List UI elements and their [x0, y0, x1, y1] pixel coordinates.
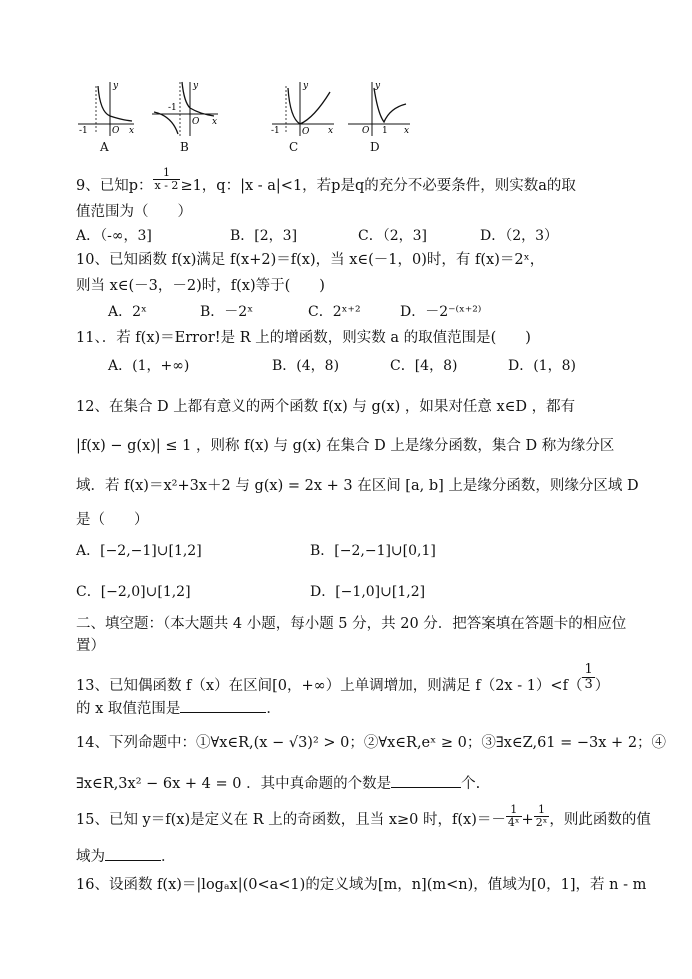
q13-line1: [76, 661, 610, 696]
q15-line1: [76, 802, 651, 830]
graph-label-d: D: [370, 140, 380, 154]
q9-option-c: C．（2，3]: [358, 228, 427, 244]
q15-line2: [76, 846, 176, 867]
q15-text-a: 15、已知 y＝f(x)是定义在 R 上的奇函数，且当 x≥0 时，f(x)＝－: [76, 812, 506, 828]
q10-line2: 则当 x∈(－3，－2)时，f(x)等于( ): [76, 278, 325, 294]
q14-text-a: ∃x∈R,3x² − 6x + 4 = 0 ．其中真命题的个数是: [76, 776, 392, 792]
q13-frac-num: 1: [584, 661, 593, 677]
q12-line1: 12、在集合 D 上都有意义的两个函数 f(x) 与 g(x) ，如果对任意 x∈D ，都有: [76, 399, 576, 415]
graph-c-x: x: [328, 126, 334, 136]
q10-option-c: C．2ˣ⁺²: [308, 304, 361, 320]
q12-option-d: D．[−1,0]∪[1,2]: [310, 584, 426, 600]
q14-line1: 14、下列命题中：①∀x∈R,(x − √3)² > 0；②∀x∈R,eˣ ≥ 0；③∃x∈Z,61 = −3x + 2；④: [76, 735, 667, 751]
graph-a: [76, 78, 136, 138]
q12-option-a: A．[−2,−1]∪[1,2]: [76, 543, 202, 559]
q16-line1: 16、设函数 f(x)＝|logₐx|(0<a<1)的定义域为[m，n](m<n)，值域为[0，1]，若 n - m: [76, 877, 647, 893]
q14-answer-blank[interactable]: [391, 773, 461, 788]
q13-text-c: 的 x 取值范围是: [76, 701, 181, 717]
q9-option-b: B．[2，3]: [230, 228, 298, 244]
q10-option-a: A．2ˣ: [108, 304, 147, 320]
graph-label-a: A: [100, 140, 109, 154]
q15-fraction-1: [506, 804, 522, 829]
q13-text-d: ．: [266, 701, 281, 717]
graph-b-y: y: [193, 81, 199, 91]
q9-text-b: ≥1，q：|x - a|<1，若p是q的充分不必要条件，则实数a的取: [180, 178, 576, 194]
graph-d-tick: 1: [382, 126, 388, 136]
q15-text-c: 域为: [76, 849, 105, 865]
q9-option-d: D．（2，3）: [480, 228, 559, 244]
q9-line1: [76, 165, 576, 196]
graph-c-y: y: [303, 81, 309, 91]
q13-line2: [76, 698, 281, 719]
graph-a-x: x: [129, 126, 135, 136]
graph-c-tick: -1: [271, 126, 280, 136]
section2-title-cont: 置）: [76, 638, 105, 654]
graph-c-origin: O: [302, 127, 310, 137]
graph-d-y: y: [375, 81, 381, 91]
q9-frac-num: 1: [153, 167, 181, 180]
q15-text-d: ．: [161, 849, 176, 865]
graph-label-b: B: [180, 140, 189, 154]
q10-line1: 10、已知函数 f(x)满足 f(x+2)＝f(x)，当 x∈(－1，0)时，有 f(x)＝2ˣ，: [76, 252, 545, 268]
q10-option-d: D．－2⁻⁽ˣ⁺²⁾: [400, 304, 482, 320]
q12-line4: 是（ ）: [76, 512, 149, 528]
graph-d-origin: O: [362, 126, 370, 136]
q13-text-b: ）: [594, 678, 610, 694]
q11-option-c: C．[4，8): [390, 358, 458, 374]
q15-plus: +: [521, 812, 534, 828]
graph-d-x: x: [404, 126, 410, 136]
q12-option-c: C．[−2,0]∪[1,2]: [76, 584, 191, 600]
graph-d: [346, 78, 412, 138]
q11-line1: 11、．若 f(x)＝Error!是 R 上的增函数，则实数 a 的取值范围是( ): [76, 330, 531, 346]
q15-f1-den: 4ˣ: [507, 815, 520, 829]
q9-text-a: 9、已知p：: [76, 178, 153, 194]
q15-f2-den: 2ˣ: [535, 815, 548, 829]
graph-b-x: x: [212, 117, 218, 127]
q13-answer-blank[interactable]: [180, 698, 266, 713]
q12-line2: |f(x) − g(x)| ≤ 1 ，则称 f(x) 与 g(x) 在集合 D 上是缘分函数，集合 D 称为缘分区: [76, 438, 615, 454]
q14-text-b: 个.: [461, 776, 481, 792]
q14-line2: [76, 773, 480, 794]
q15-text-b: ，则此函数的值: [549, 812, 651, 828]
q12-option-b: B．[−2,−1]∪[0,1]: [310, 543, 436, 559]
q9-line2: 值范围为（ ）: [76, 204, 192, 220]
q15-f2-num: 1: [534, 804, 550, 817]
section2-title: 二、填空题：（本大题共 4 小题，每小题 5 分，共 20 分．把答案填在答题卡的相应位: [76, 616, 627, 632]
q13-frac-den: 3: [584, 676, 593, 692]
q15-answer-blank[interactable]: [105, 846, 161, 861]
q13-fraction: [582, 663, 594, 692]
q9-frac-den: x - 2: [154, 178, 179, 192]
graph-b: [150, 78, 220, 138]
q11-option-a: A．(1，+∞): [108, 358, 190, 374]
graph-a-tick: -1: [79, 126, 88, 136]
q10-option-b: B．－2ˣ: [200, 304, 254, 320]
q11-option-b: B．(4，8): [272, 358, 340, 374]
graph-label-c: C: [289, 140, 299, 154]
graph-a-y: y: [113, 81, 119, 91]
q9-fraction: [153, 167, 181, 192]
q15-f1-num: 1: [506, 804, 522, 817]
q12-line3: 域．若 f(x)＝x²+3x＋2 与 g(x) = 2x + 3 在区间 [a, b] 上是缘分函数，则缘分区域 D: [76, 478, 639, 494]
q15-fraction-2: [534, 804, 550, 829]
graph-b-origin: O: [192, 117, 200, 127]
graph-a-origin: O: [112, 126, 120, 136]
q13-text-a: 13、已知偶函数 f（x）在区间[0，+∞）上单调增加，则满足 f（2x - 1）<f（: [76, 678, 583, 694]
graph-b-tick: -1: [168, 103, 177, 113]
q9-option-a: A．（-∞，3]: [76, 228, 152, 244]
q11-option-d: D．(1，8): [508, 358, 576, 374]
graph-c: [270, 78, 336, 138]
